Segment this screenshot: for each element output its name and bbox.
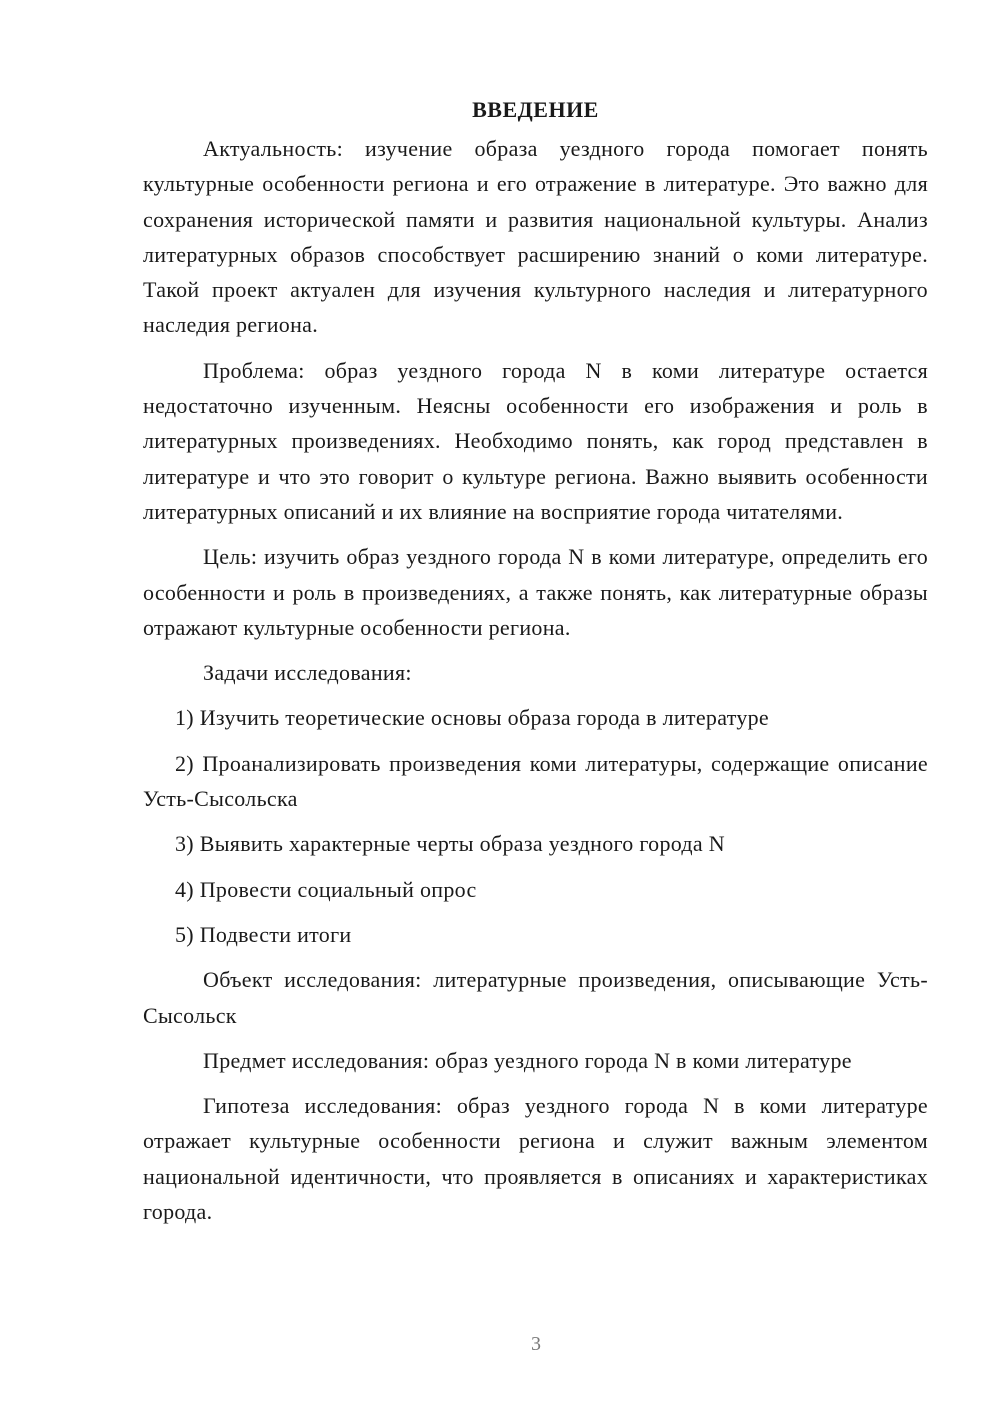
task-item: 4) Провести социальный опрос — [175, 876, 477, 902]
document-page — [143, 92, 928, 1239]
task-item: 2) Проанализировать произведения коми литературы, содержащие описание Усть-Сысольска — [143, 750, 928, 812]
tasks-heading: Задачи исследования: — [203, 660, 412, 686]
page-title: ВВЕДЕНИЕ — [472, 97, 599, 122]
tasks-list — [143, 700, 928, 952]
subject-paragraph: Предмет исследования: образ уездного города N в коми литературе — [203, 1047, 852, 1073]
goal-paragraph: Цель: изучить образ уездного города N в коми литературе, определить его особенности и роль в произведениях, а также понять, как литературные образы отражают культурные особенности региона. — [143, 544, 928, 640]
hypothesis-paragraph: Гипотеза исследования: образ уездного города N в коми литературе отражает культурные особенности региона и служит важным элементом национальной идентичности, что проявляется в описаниях и характеристиках города. — [143, 1093, 928, 1225]
relevance-paragraph: Актуальность: изучение образа уездного города помогает понять культурные особенности региона и его отражение в литературе. Это важно для сохранения исторической памяти и развития национальной культуры. Анализ литературных образов способствует расширению знаний о коми литературе. Такой проект актуален для изучения культурного наследия и литературного наследия региона. — [143, 136, 928, 338]
task-item: 3) Выявить характерные черты образа уездного города N — [175, 831, 725, 857]
object-paragraph: Объект исследования: литературные произведения, описывающие Усть-Сысольск — [143, 967, 928, 1028]
page-number: 3 — [531, 1333, 541, 1355]
problem-paragraph: Проблема: образ уездного города N в коми литературе остается недостаточно изученным. Неясны особенности его изображения и роль в литературных произведениях. Необходимо понять, как город представлен в литературе и что это говорит о культуре региона. Важно выявить особенности литературных описаний и их влияние на восприятие города читателями. — [143, 357, 928, 524]
task-item: 1) Изучить теоретические основы образа города в литературе — [175, 705, 769, 731]
task-item: 5) Подвести итоги — [175, 921, 352, 947]
